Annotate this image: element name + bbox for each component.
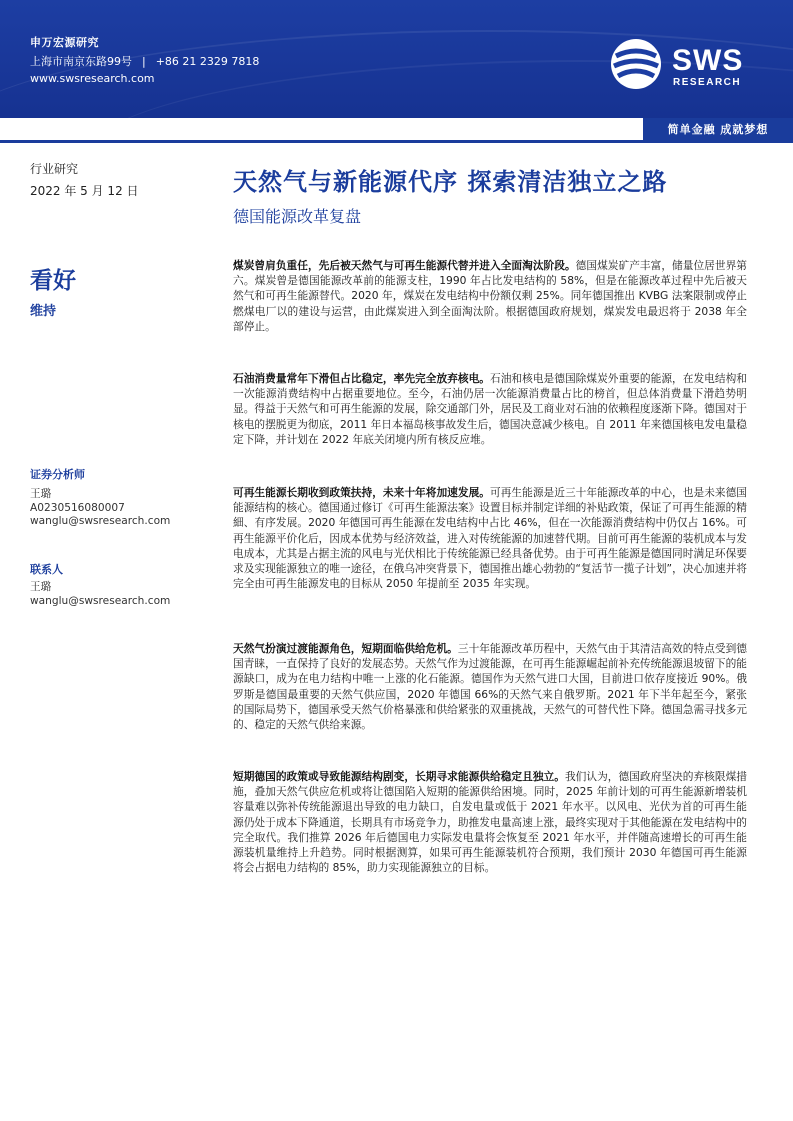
analyst-heading: 证券分析师 [30, 468, 85, 481]
logo-subtext: RESEARCH [673, 77, 742, 88]
paragraph-lead: 天然气扮演过渡能源角色，短期面临供给危机。 [233, 642, 458, 655]
paragraph-body: 我们认为，德国政府坚决的弃核限煤措施，叠加天然气供应危机或将让德国陷入短期的能源供给困境。同时，2025 年前计划的可再生能源新增装机容量难以弥补传统能源退出导致的电力缺口，自发电量或低于 2021 年水平。以风电、光伏为首的可再生能源仍处于成本下降通道，长期具有市场竞争力，助推发电量高速上涨，最终实现对于其他能源在发电结构中的完全取代。我们推算 2026 年后德国电力实际发电量将会恢复至 2021 年水平，并伴随高速增长的可再生能源装机量维持上升趋势。同时根据测算，如果可再生能源装机符合预期，我们预计 2030 年德国可再生能源将会占据电力结构的 85%，助力实现能源独立的目标。 [233, 770, 747, 875]
paragraph-body: 德国煤炭矿产丰富，储量位居世界第六。煤炭曾是德国能源改革前的能源支柱，1990 年占比发电结构的 58%，但是在能源改革过程中先后被天然气和可再生能源替代。2020 年，煤炭在发电结构中份额仅剩 25%。同年德国推出 KVBG 法案限制或停止燃煤电厂以的建设与运营，由此煤炭进入到全面淘汰阶。根据德国政府规划，煤炭发电最迟将于 2038 年全部停止。 [233, 259, 747, 333]
company-name: 申万宏源研究 [30, 36, 99, 49]
paragraph-lead: 短期德国的政策或导致能源结构剧变，长期寻求能源供给稳定且独立。 [233, 770, 565, 783]
summary-paragraph-natural-gas [233, 641, 747, 732]
paragraph-lead: 可再生能源长期收到政策扶持，未来十年将加速发展。 [233, 486, 490, 499]
header-divider [0, 140, 793, 143]
company-contact-line [30, 53, 259, 69]
rating-change: 维持 [30, 304, 57, 319]
summary-paragraph-renewables [233, 485, 747, 591]
analyst-email[interactable]: wanglu@swsresearch.com [30, 515, 171, 527]
document-date: 2022 年 5 月 12 日 [30, 184, 139, 198]
contact-heading: 联系人 [30, 563, 63, 576]
analyst-license: A0230516080007 [30, 502, 125, 514]
summary-paragraph-coal [233, 258, 747, 334]
slogan: 简单金融 成就梦想 [643, 118, 793, 140]
analyst-name: 王璐 [30, 488, 52, 500]
company-phone: +86 21 2329 7818 [155, 55, 260, 68]
company-website[interactable]: www.swsresearch.com [30, 72, 155, 85]
contact-email[interactable]: wanglu@swsresearch.com [30, 595, 171, 607]
summary-paragraph-outlook [233, 769, 747, 875]
page-title: 天然气与新能源代序 探索清洁独立之路 [233, 168, 668, 196]
rating-label: 看好 [30, 268, 76, 294]
contact-name: 王璐 [30, 581, 52, 593]
page-subtitle: 德国能源改革复盘 [233, 207, 362, 226]
separator: | [142, 55, 146, 68]
summary-paragraph-oil-nuclear [233, 371, 747, 447]
paragraph-lead: 煤炭曾肩负重任，先后被天然气与可再生能源代替并进入全面淘汰阶段。 [233, 259, 576, 272]
paragraph-body: 石油和核电是德国除煤炭外重要的能源，在发电结构和一次能源消费结构中占据重要地位。至今，石油仍居一次能源消费量占比的榜首，但总体消费量下滑趋势明显。得益于天然气和可再生能源的发展，除交通部门外，居民及工商业对石油的依赖程度逐渐下降。德国对于核电的摆脱更为彻底，2011 年日本福岛核事故发生后，德国决意减少核电。自 2011 年来德国核电发电量稳定下降，并计划在 2022 年底关闭境内所有核反应堆。 [233, 372, 747, 446]
paragraph-body: 可再生能源是近三十年能源改革的中心，也是未来德国能源结构的核心。德国通过修订《可再生能源法案》设置目标并制定详细的补贴政策，保证了可再生能源的精細、有序发展。2020 年德国可再生能源在发电结构中占比 46%，但在一次能源消费结构中仍仅占 16%。可再生能源平价化后，因成本优势与经济效益，进入对传统能源的加速替代期。目前可再生能源的装机成本与发电成本，尤其是占据主流的风电与光伏相比于传统能源已经具备优势。由于可再生能源是德国同时满足环保要求及实现能源独立的唯一途径，在俄乌冲突背景下，德国推出雄心勃勃的“复活节一揽子计划”，决心加速并将完全由可再生能源发电的目标从 2050 年提前至 2035 年实现。 [233, 486, 747, 591]
document-type: 行业研究 [30, 162, 79, 176]
logo-text: SWS [672, 44, 744, 77]
company-address: 上海市南京东路99号 [30, 55, 132, 68]
paragraph-body: 三十年能源改革历程中，天然气由于其清洁高效的特点受到德国青睐，一直保持了良好的发展态势。天然气作为过渡能源，在可再生能源崛起前补充传统能源退坡留下的能源缺口，成为在电力结构中唯一上涨的化石能源。德国作为天然气进口大国，目前进口依存度接近 90%。俄罗斯是德国最重要的天然气供应国，2020 年德国 66%的天然气来自俄罗斯。2021 年下半年起至今，紧张的国际局势下，德国承受天然气价格暴涨和供给紧张的双重挑战，天然气的可替代性下降。德国急需寻找多元的、稳定的天然气供给来源。 [233, 642, 747, 732]
paragraph-lead: 石油消费量常年下滑但占比稳定，率先完全放弃核电。 [233, 372, 490, 385]
